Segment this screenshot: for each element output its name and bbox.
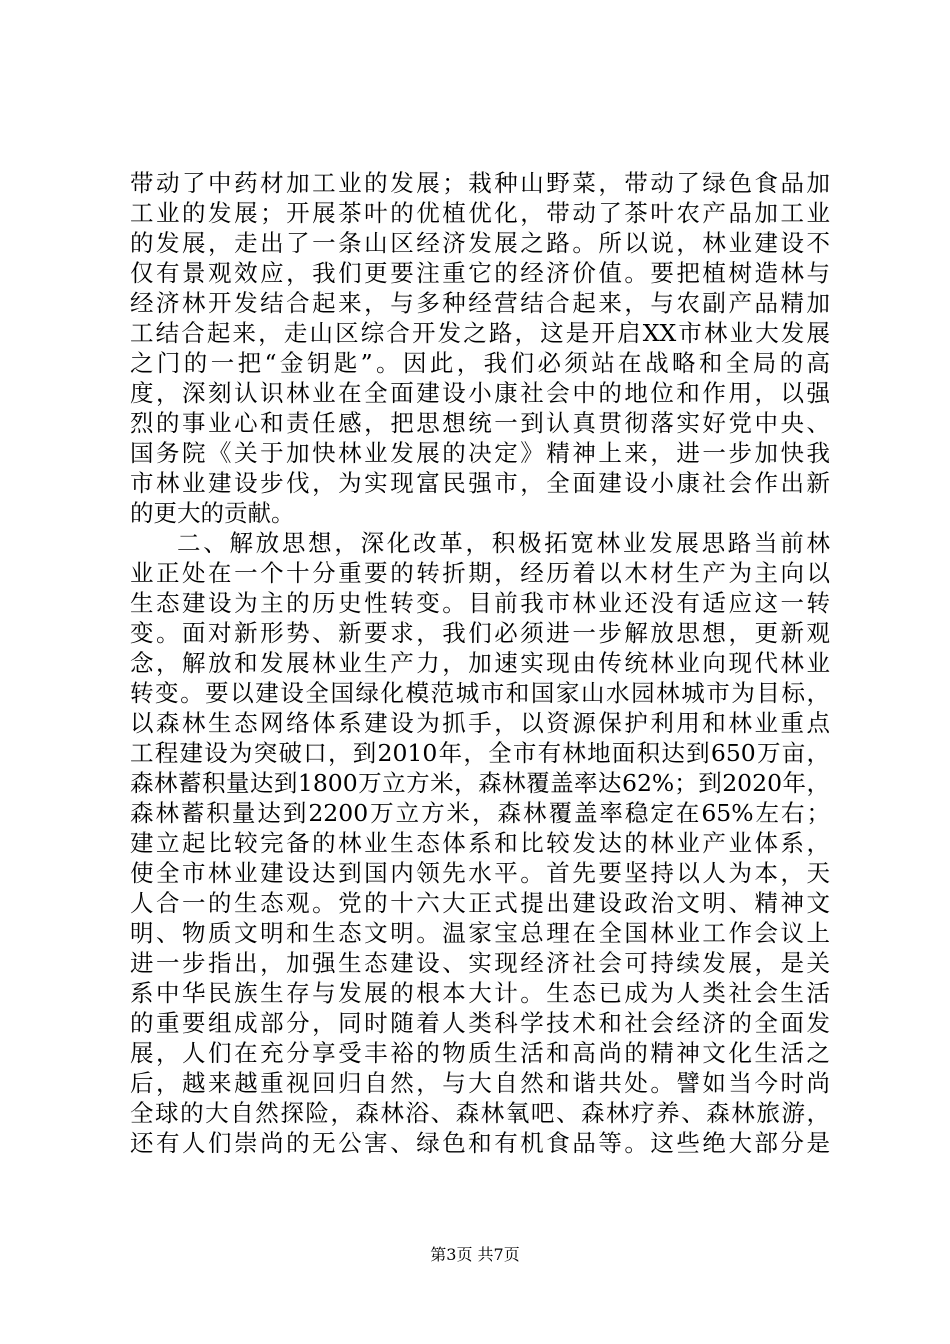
text-line: 系中华民族生存与发展的根本大计。生态已成为人类社会生活 bbox=[130, 979, 830, 1007]
text-line: 转变。要以建设全国绿化模范城市和国家山水园林城市为目标， bbox=[130, 679, 830, 707]
text-line: 还有人们崇尚的无公害、绿色和有机食品等。这些绝大部分是 bbox=[130, 1129, 830, 1157]
text-line: 经济林开发结合起来，与多种经营结合起来，与农副产品精加 bbox=[130, 289, 830, 317]
text-line: 以森林生态网络体系建设为抓手，以资源保护利用和林业重点 bbox=[130, 709, 830, 737]
text-line: 业正处在一个十分重要的转折期，经历着以木材生产为主向以 bbox=[130, 559, 830, 587]
text-line: 仅有景观效应，我们更要注重它的经济价值。要把植树造林与 bbox=[130, 259, 830, 287]
text-line: 森林蓄积量达到1800万立方米，森林覆盖率达62%；到2020年， bbox=[130, 769, 830, 797]
text-line: 变。面对新形势、新要求，我们必须进一步解放思想，更新观 bbox=[130, 619, 830, 647]
text-line: 明、物质文明和生态文明。温家宝总理在全国林业工作会议上 bbox=[130, 919, 830, 947]
text-line: 生态建设为主的历史性转变。目前我市林业还没有适应这一转 bbox=[130, 589, 830, 617]
text-line: 二、解放思想，深化改革，积极拓宽林业发展思路当前林 bbox=[177, 529, 830, 557]
page-number-label: 第3页 共7页 bbox=[430, 1245, 520, 1264]
text-line: 念，解放和发展林业生产力，加速实现由传统林业向现代林业 bbox=[130, 649, 830, 677]
text-line: 使全市林业建设达到国内领先水平。首先要坚持以人为本，天 bbox=[130, 859, 830, 887]
text-line: 工程建设为突破口，到2010年，全市有林地面积达到650万亩， bbox=[130, 739, 830, 767]
paragraph-2 bbox=[130, 528, 830, 1158]
paragraph-1 bbox=[130, 168, 830, 528]
text-line: 的更大的贡献。 bbox=[130, 499, 295, 527]
text-line: 展，人们在充分享受丰裕的物质生活和高尚的精神文化生活之 bbox=[130, 1039, 830, 1067]
text-line: 市林业建设步伐，为实现富民强市，全面建设小康社会作出新 bbox=[130, 469, 830, 497]
text-line: 后，越来越重视回归自然，与大自然和谐共处。譬如当今时尚 bbox=[130, 1069, 830, 1097]
text-line: 工结合起来，走山区综合开发之路，这是开启XX市林业大发展 bbox=[130, 319, 830, 347]
body-text bbox=[130, 168, 830, 1158]
text-line: 带动了中药材加工业的发展；栽种山野菜，带动了绿色食品加 bbox=[130, 169, 830, 197]
text-line: 人合一的生态观。党的十六大正式提出建设政治文明、精神文 bbox=[130, 889, 830, 917]
text-line: 的发展，走出了一条山区经济发展之路。所以说，林业建设不 bbox=[130, 229, 830, 257]
text-line: 森林蓄积量达到2200万立方米，森林覆盖率稳定在65%左右； bbox=[130, 799, 830, 827]
text-line: 度，深刻认识林业在全面建设小康社会中的地位和作用，以强 bbox=[130, 379, 830, 407]
text-line: 的重要组成部分，同时随着人类科学技术和社会经济的全面发 bbox=[130, 1009, 830, 1037]
text-line: 工业的发展；开展茶叶的优植优化，带动了茶叶农产品加工业 bbox=[130, 199, 830, 227]
text-line: 国务院《关于加快林业发展的决定》精神上来，进一步加快我 bbox=[130, 439, 830, 467]
text-line: 建立起比较完备的林业生态体系和比较发达的林业产业体系， bbox=[130, 829, 830, 857]
text-line: 之门的一把“金钥匙”。因此，我们必须站在战略和全局的高 bbox=[130, 349, 830, 377]
page-footer bbox=[0, 1244, 950, 1266]
text-line: 全球的大自然探险，森林浴、森林氧吧、森林疗养、森林旅游， bbox=[130, 1099, 830, 1127]
text-line: 进一步指出，加强生态建设、实现经济社会可持续发展，是关 bbox=[130, 949, 830, 977]
text-line: 烈的事业心和责任感，把思想统一到认真贯彻落实好党中央、 bbox=[130, 409, 830, 437]
